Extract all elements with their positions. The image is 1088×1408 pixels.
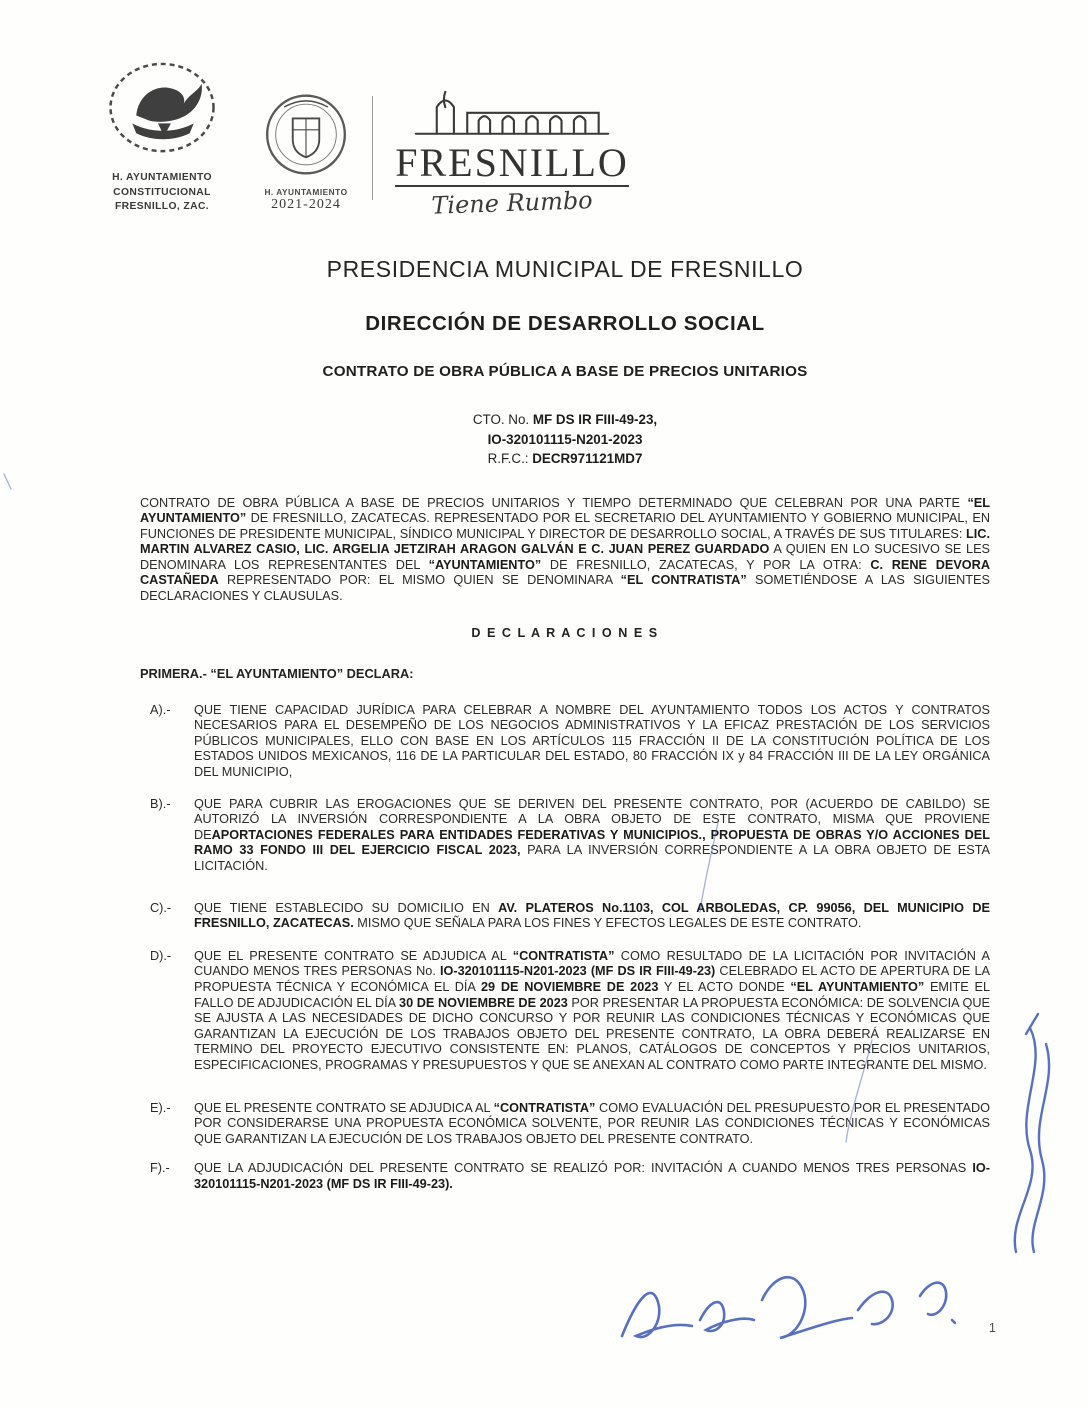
left-seal-line: CONSTITUCIONAL: [113, 186, 211, 198]
primera-heading: PRIMERA.- “EL AYUNTAMIENTO” DECLARA:: [140, 665, 414, 681]
declaration-item-e: [140, 1101, 990, 1148]
declaration-item-f: [140, 1161, 990, 1192]
declaration-text: QUE PARA CUBRIR LAS EROGACIONES QUE SE DERIVEN DEL PRESENTE CONTRATO, POR (ACUERDO DE CABILDO) SE AUTORIZÓ LA INVERSIÓN CORRESPONDIENTE A LA OBRA OBJETO DE ESTE CONTRATO, MISMA QUE PROVIENE DEAPORTACIONES FEDERALES PARA ENTIDADES FEDERATIVAS Y MUNICIPIOS., PROPUESTA DE OBRAS Y/O ACCIONES DEL RAMO 33 FONDO III DEL EJERCICIO FISCAL 2023, PARA LA INVERSIÓN CORRESPONDIENTE A LA OBRA OBJETO DE ESTA LICITACIÓN.: [194, 796, 990, 873]
fresnillo-tagline: Tiene Rumbo: [430, 186, 594, 220]
declaration-label: B).-: [150, 796, 171, 811]
declaration-label: C).-: [150, 900, 172, 915]
declaration-item-c: [140, 901, 990, 932]
reference-block: [140, 410, 990, 469]
declaration-text: QUE EL PRESENTE CONTRATO SE ADJUDICA AL “CONTRATISTA” COMO RESULTADO DE LA LICITACIÓN POR INVITACIÓN A CUANDO MENOS TRES PERSONAS No. IO-320101115-N201-2023 (MF DS IR FIII-49-23) CELEBRADO EL ACTO DE APERTURA DE LA PROPUESTA TÉCNICA Y ECONÓMICA EL DÍA 29 DE NOVIEMBRE DE 2023 Y EL ACTO DONDE “EL AYUNTAMIENTO” EMITE EL FALLO DE ADJUDICACIÓN EL DÍA 30 DE NOVIEMBRE DE 2023 POR PRESENTAR LA PROPUESTA ECONÓMICA: DE SOLVENCIA QUE SE AJUSTA A LAS NECESIDADES DE DICHO CONCURSO Y POR REUNIR LAS CONDICIONES TÉCNICAS Y ECONÓMICAS QUE GARANTIZAN LA EJECUCIÓN DE LOS TRABAJOS OBJETO DEL PRESENTE CONTRATO, LA OBRA DEBERÁ REALIZARSE EN TERMINO DEL PROYECTO EJECUTIVO CONSISTENTE EN: PLANOS, CATÁLOGOS DE CONCEPTOS Y PRECIOS UNITARIOS, ESPECIFICACIONES, PROGRAMAS Y PRESUPUESTOS Y QUE SE ANEXAN AL CONTRATO COMO PARTE INTEGRANTE DEL MISMO.: [194, 948, 991, 1072]
declaration-text: QUE TIENE CAPACIDAD JURÍDICA PARA CELEBRAR A NOMBRE DEL AYUNTAMIENTO TODOS LOS ACTOS Y CONTRATOS NECESARIOS PARA EL DESEMPEÑO DE LOS NEGOCIOS ADMINISTRATIVOS Y LA EFICAZ PRESTACIÓN DE LOS SERVICIOS PÚBLICOS MUNICIPALES, ELLO CON BASE EN LOS ARTÍCULOS 115 FRACCIÓN II DE LA CONSTITUCIÓN POLÍTICA DE LOS ESTADOS UNIDOS MEXICANOS, 116 DE LA PARTICULAR DEL ESTADO, 80 FRACCIÓN IX y 84 FRACCIÓN III DE LA LEY ORGÁNICA DEL MUNICIPIO,: [194, 702, 990, 780]
municipal-seal-icon: [263, 167, 349, 184]
left-seal-line: H. AYUNTAMIENTO: [112, 172, 212, 183]
left-seal-block: [92, 58, 232, 215]
fresnillo-logo: [392, 80, 632, 220]
intro-paragraph: CONTRATO DE OBRA PÚBLICA A BASE DE PRECIOS UNITARIOS Y TIEMPO DETERMINADO QUE CELEBRAN POR UNA PARTE “EL AYUNTAMIENTO” DE FRESNILLO, ZACATECAS. REPRESENTADO POR EL SECRETARIO DEL AYUNTAMIENTO Y GOBIERNO MUNICIPAL, EN FUNCIONES DE PRESIDENTE MUNICIPAL, SÍNDICO MUNICIPAL Y DIRECTOR DE DESARROLLO SOCIAL, A TRAVÉS DE SUS TITULARES: LIC. MARTIN ALVAREZ CASIO, LIC. ARGELIA JETZIRAH ARAGON GALVÁN E C. JUAN PEREZ GUARDADO A QUIEN EN LO SUCESIVO SE LES DENOMINARA LOS REPRESENTANTES DEL “AYUNTAMIENTO” DE FRESNILLO, ZACATECAS, Y POR LA OTRA: C. RENE DEVORA CASTAÑEDA REPRESENTADO POR: EL MISMO QUIEN SE DENOMINARA “EL CONTRATISTA” SOMETIÉNDOSE A LAS SIGUIENTES DECLARACIONES Y CLAUSULAS.: [140, 495, 990, 604]
declaration-label: F).-: [150, 1161, 170, 1176]
declaration-item-a: [140, 703, 990, 781]
declaration-text: QUE TIENE ESTABLECIDO SU DOMICILIO EN AV. PLATEROS No.1103, COL ARBOLEDAS, CP. 99056, DEL MUNICIPIO DE FRESNILLO, ZACATECAS. MISMO QUE SEÑALA PARA LOS FINES Y EFECTOS LEGALES DE ESTE CONTRATO.: [194, 900, 991, 931]
declaration-text: QUE EL PRESENTE CONTRATO SE ADJUDICA AL “CONTRATISTA” COMO EVALUACIÓN DEL PRESUPUESTO POR EL PRESENTADO POR CONSIDERARSE UNA PROPUESTA ECONÓMICA SOLVENTE, POR REUNIR LAS CONDICIONES TÉCNICAS Y ECONÓMICAS QUE GARANTIZAN LA EJECUCIÓN DE LOS TRABAJOS OBJETO DEL PRESENTE CONTRATO.: [194, 1100, 990, 1146]
title-contrato: CONTRATO DE OBRA PÚBLICA A BASE DE PRECIOS UNITARIOS: [322, 363, 808, 380]
municipal-seal-period: 2021-2024: [271, 197, 341, 212]
io-number: IO-320101115-N201-2023: [487, 431, 643, 447]
title-direccion: DIRECCIÓN DE DESARROLLO SOCIAL: [365, 312, 765, 335]
document-body: [140, 256, 990, 1193]
municipal-seal-caption: H. AYUNTAMIENTO: [264, 187, 348, 197]
header-divider: [372, 96, 373, 200]
declaration-item-b: [140, 797, 990, 875]
municipal-seal-block: [254, 90, 358, 213]
contract-number: CTO. No. MF DS IR FIII-49-23,: [472, 412, 658, 427]
declarations-list: [140, 703, 990, 1193]
declarations-heading: D E C L A R A C I O N E S: [471, 625, 659, 640]
declaration-label: E).-: [150, 1100, 171, 1115]
declaration-label: D).-: [150, 948, 172, 963]
left-seal-line: FRESNILLO, ZAC.: [114, 201, 210, 212]
declaration-item-d: [140, 949, 990, 1074]
title-presidencia: PRESIDENCIA MUNICIPAL DE FRESNILLO: [326, 256, 804, 282]
fresnillo-wordmark: FRESNILLO: [395, 140, 629, 185]
national-emblem-icon: [100, 149, 224, 166]
page-number: 1: [988, 1320, 996, 1335]
declaration-label: A).-: [150, 702, 171, 717]
rfc-number: R.F.C.: DECR971121MD7: [487, 451, 643, 466]
declaration-text: QUE LA ADJUDICACIÓN DEL PRESENTE CONTRATO SE REALIZÓ POR: INVITACIÓN A CUANDO MENOS TRES PERSONAS IO-320101115-N201-2023 (MF DS IR FIII-49-23).: [194, 1161, 990, 1191]
